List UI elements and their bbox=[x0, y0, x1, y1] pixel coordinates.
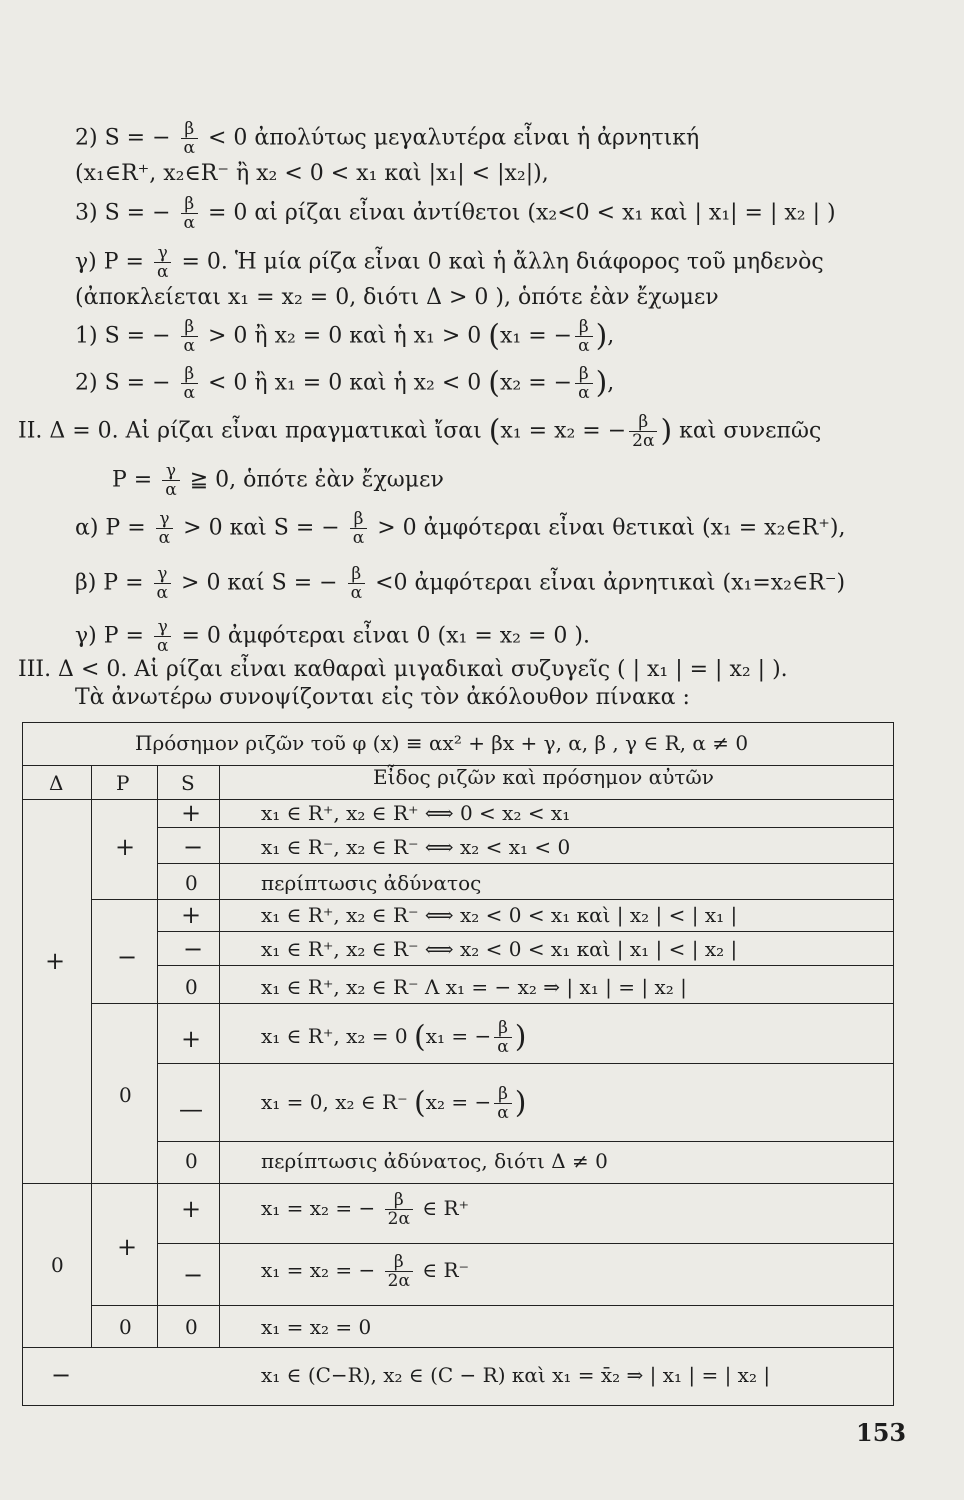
table-row: περίπτωσις ἀδύνατος bbox=[261, 871, 482, 895]
fraction: $\frac{\beta}{\alpha}$ bbox=[181, 365, 198, 402]
table-row: x₁ = x₂ = 0 bbox=[261, 1315, 372, 1339]
line-7: 2) S = − $\frac{\beta}{\alpha}$ < 0 ἢ x₁ = 0 καὶ ἡ x₂ < 0 (x₂ = − $\frac{\beta}{\alpha}$ ), bbox=[75, 364, 615, 403]
delta-positive: + bbox=[45, 947, 66, 975]
table-row: x₁ = x₂ = − $\frac{\beta}{2\alpha}$ ∈ R⁻ bbox=[261, 1252, 470, 1291]
rule bbox=[157, 827, 893, 828]
table-row: x₁ = 0, x₂ ∈ R⁻ (x₂ = − $\frac{\beta}{\alpha}$ ) bbox=[261, 1084, 527, 1123]
s-sign: 0 bbox=[185, 871, 198, 895]
s-sign: − bbox=[183, 935, 204, 963]
table-row: x₁ ∈ R⁺, x₂ ∈ R⁻ ⟺ x₂ < 0 < x₁ καὶ | x₂ | < | x₁ | bbox=[261, 903, 738, 927]
table-row: x₁ = x₂ = − $\frac{\beta}{2\alpha}$ ∈ R⁺ bbox=[261, 1190, 470, 1229]
rule bbox=[91, 1003, 893, 1004]
line-4: γ) P = $\frac{\gamma}{\alpha}$ = 0. Ἡ μία ρίζα εἶναι 0 καὶ ἡ ἄλλη διάφορος τοῦ μηδενὸς bbox=[75, 243, 824, 282]
rule bbox=[91, 1305, 893, 1306]
fraction: $\frac{\beta}{\alpha}$ bbox=[181, 318, 198, 355]
text: < 0 ἀπολύτως μεγαλυτέρα εἶναι ἡ ἀρνητική bbox=[207, 125, 700, 151]
rule bbox=[157, 1141, 893, 1142]
line-11: β) P = $\frac{\gamma}{\alpha}$ > 0 καί S = − $\frac{\beta}{\alpha}$ <0 ἀμφότεραι εἶναι ἀρνητικαὶ (x₁=x₂∈R⁻) bbox=[75, 564, 846, 603]
rule bbox=[23, 1183, 893, 1184]
rule bbox=[91, 899, 893, 900]
fraction: $\frac{\beta}{\alpha}$ bbox=[350, 510, 367, 547]
fraction: $\frac{\gamma}{\alpha}$ bbox=[154, 618, 171, 655]
table-row: x₁ ∈ R⁻, x₂ ∈ R⁻ ⟺ x₂ < x₁ < 0 bbox=[261, 835, 571, 859]
rule bbox=[157, 1063, 893, 1064]
fraction: $\frac{\beta}{\alpha}$ bbox=[181, 195, 198, 232]
line-10: α) P = $\frac{\gamma}{\alpha}$ > 0 καὶ S = − $\frac{\beta}{\alpha}$ > 0 ἀμφότεραι εἶναι θετικαὶ (x₁ = x₂∈R⁺), bbox=[75, 509, 846, 548]
rule bbox=[219, 765, 220, 1347]
p-zero: 0 bbox=[119, 1083, 132, 1107]
s-sign: + bbox=[181, 901, 202, 929]
table-row: x₁ ∈ R⁺, x₂ ∈ R⁺ ⟺ 0 < x₂ < x₁ bbox=[261, 801, 571, 825]
delta-negative: − bbox=[51, 1361, 72, 1389]
rule bbox=[157, 965, 893, 966]
line-6: 1) S = − $\frac{\beta}{\alpha}$ > 0 ἢ x₂ = 0 καὶ ἡ x₁ > 0 (x₁ = − $\frac{\beta}{\alpha}$ ), bbox=[75, 317, 615, 356]
line-9: P = $\frac{\gamma}{\alpha}$ ≧ 0, ὁπότε ἐὰν ἔχωμεν bbox=[112, 461, 444, 500]
line-5: (ἀποκλείεται x₁ = x₂ = 0, διότι Δ > 0 ), ὁπότε ἐὰν ἔχωμεν bbox=[75, 285, 719, 310]
rule bbox=[157, 931, 893, 932]
fraction: $\frac{\gamma}{\alpha}$ bbox=[156, 510, 173, 547]
rule bbox=[23, 1347, 893, 1348]
fraction: $\frac{\beta}{\alpha}$ bbox=[181, 120, 198, 157]
table-row: x₁ ∈ (C−R), x₂ ∈ (C − R) καὶ x₁ = x̄₂ ⇒ | x₁ | = | x₂ | bbox=[261, 1363, 771, 1387]
s-sign: + bbox=[181, 1195, 202, 1223]
table-title: Πρόσημον ριζῶν τοῦ φ (x) ≡ αx² + βx + γ, α, β , γ ∈ R, α ≠ 0 bbox=[135, 731, 749, 755]
s-sign: − bbox=[183, 833, 204, 861]
rule bbox=[157, 863, 893, 864]
rule bbox=[157, 765, 158, 1347]
text: 2) S = − bbox=[75, 125, 171, 151]
line-3: 3) S = − $\frac{\beta}{\alpha}$ = 0 αἱ ρίζαι εἶναι ἀντίθετοι (x₂<0 < x₁ καὶ | x₁| = | x₂ | ) bbox=[75, 194, 836, 233]
line-8: II. Δ = 0. Αἱ ρίζαι εἶναι πραγματικαὶ ἴσαι (x₁ = x₂ = − $\frac{\beta}{2\alpha}$ ) καὶ συνεπῶς bbox=[18, 412, 822, 451]
line-13: III. Δ < 0. Αἱ ρίζαι εἶναι καθαραὶ μιγαδικαὶ συζυγεῖς ( | x₁ | = | x₂ | ). bbox=[18, 657, 788, 682]
line-14: Τὰ ἀνωτέρω συνοψίζονται εἰς τὸν ἀκόλουθον πίνακα : bbox=[75, 685, 690, 710]
page-number: 153 bbox=[856, 1418, 907, 1447]
s-sign: 0 bbox=[185, 1149, 198, 1173]
table-row: x₁ ∈ R⁺, x₂ ∈ R⁻ ⟺ x₂ < 0 < x₁ καὶ | x₁ | < | x₂ | bbox=[261, 937, 738, 961]
col-header-delta: Δ bbox=[49, 771, 64, 795]
table-row: x₁ ∈ R⁺, x₂ ∈ R⁻ Λ x₁ = − x₂ ⇒ | x₁ | = | x₂ | bbox=[261, 975, 687, 999]
p-positive: + bbox=[115, 833, 136, 861]
fraction: $\frac{\gamma}{\alpha}$ bbox=[162, 462, 179, 499]
col-header-s: S bbox=[181, 771, 195, 795]
p-positive: + bbox=[117, 1233, 138, 1261]
p-negative: − bbox=[117, 943, 138, 971]
s-sign: + bbox=[181, 1025, 202, 1053]
rule bbox=[91, 765, 92, 1347]
fraction: $\frac{\gamma}{\alpha}$ bbox=[154, 565, 171, 602]
line-12: γ) P = $\frac{\gamma}{\alpha}$ = 0 ἀμφότεραι εἶναι 0 (x₁ = x₂ = 0 ). bbox=[75, 617, 590, 656]
table-row: x₁ ∈ R⁺, x₂ = 0 (x₁ = − $\frac{\beta}{\alpha}$ ) bbox=[261, 1018, 527, 1057]
rule bbox=[157, 1243, 893, 1244]
s-sign: 0 bbox=[185, 1315, 198, 1339]
s-sign: − bbox=[183, 1261, 204, 1289]
fraction: $\frac{\gamma}{\alpha}$ bbox=[154, 244, 171, 281]
col-header-kind: Εἶδος ριζῶν καὶ πρόσημον αὐτῶν bbox=[373, 765, 714, 789]
table-row: περίπτωσις ἀδύνατος, διότι Δ ≠ 0 bbox=[261, 1149, 608, 1173]
s-sign: + bbox=[181, 799, 202, 827]
line-2: (x₁∈R⁺, x₂∈R⁻ ἢ x₂ < 0 < x₁ καὶ |x₁| < |x₂|), bbox=[75, 161, 549, 186]
summary-table bbox=[22, 722, 894, 1406]
fraction: $\frac{\beta}{\alpha}$ bbox=[348, 565, 365, 602]
p-zero: 0 bbox=[119, 1315, 132, 1339]
col-header-p: P bbox=[116, 771, 130, 795]
s-sign: 0 bbox=[185, 975, 198, 999]
line-1 bbox=[75, 120, 699, 157]
rule bbox=[23, 799, 893, 800]
s-sign: — bbox=[179, 1095, 203, 1123]
delta-zero: 0 bbox=[51, 1253, 64, 1277]
